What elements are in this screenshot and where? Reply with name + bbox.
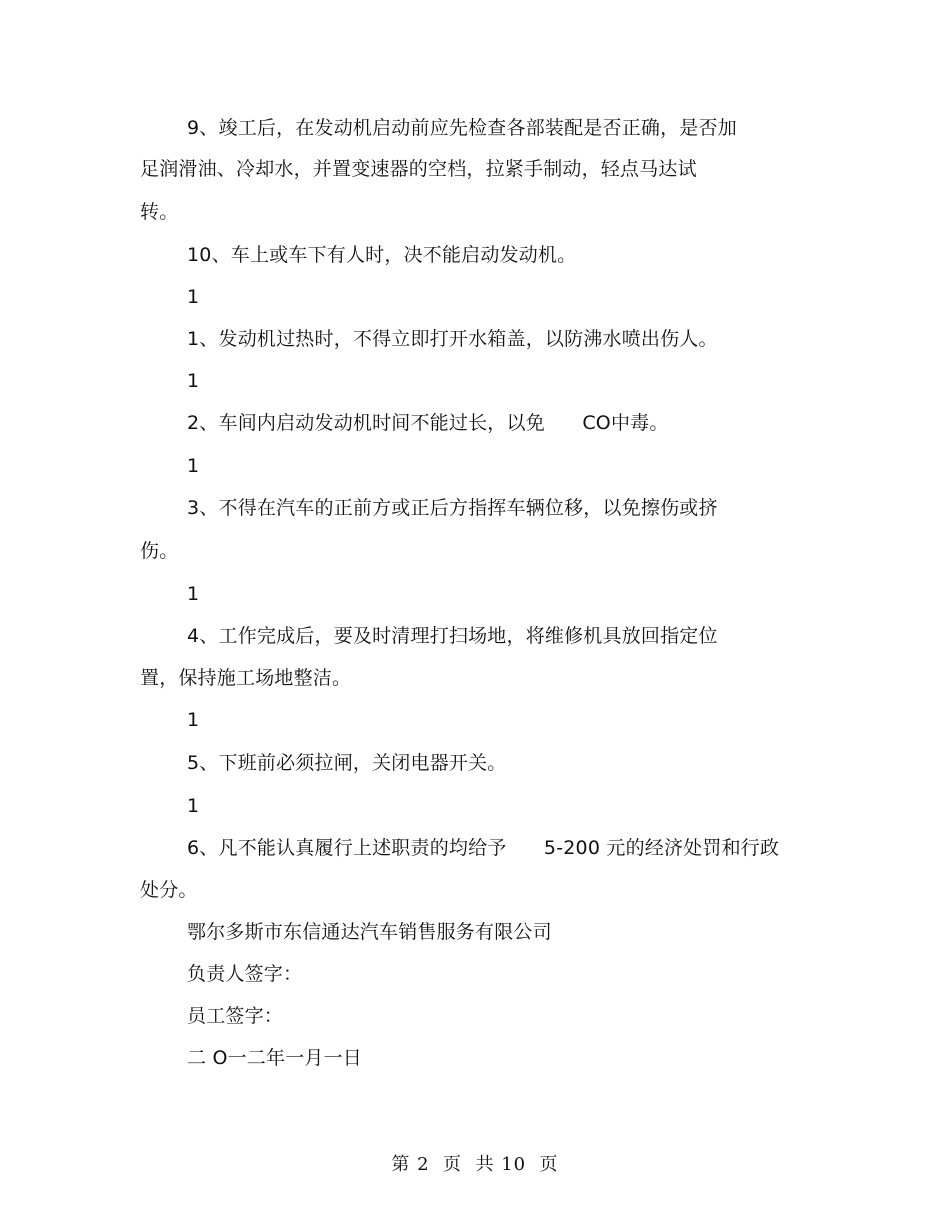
item-number-prefix: 1 [187, 455, 200, 477]
item-number-prefix: 1 [187, 286, 200, 308]
paragraph-14-line-2: 置，保持施工场地整洁。 [140, 667, 352, 689]
paragraph-9-line-3: 转。 [140, 201, 179, 223]
manager-signature-label: 负责人签字： [187, 963, 303, 985]
paragraph-9-line-1: 9、竣工后，在发动机启动前应先检查各部装配是否正确，是否加 [187, 117, 737, 139]
page-footer: 第 2 页 共 10 页 [391, 1154, 559, 1175]
paragraph-9-line-2: 足润滑油、冷却水，并置变速器的空档，拉紧手制动，轻点马达试 [140, 158, 697, 180]
paragraph-16-line-1: 6、凡不能认真履行上述职责的均给予 5-200 元的经济处罚和行政 [187, 837, 780, 859]
item-number-prefix: 1 [187, 709, 200, 731]
paragraph-14-line-1: 4、工作完成后，要及时清理打扫场地，将维修机具放回指定位 [187, 625, 718, 647]
paragraph-15: 5、下班前必须拉闸，关闭电器开关。 [187, 752, 507, 774]
item-number-prefix: 1 [187, 370, 200, 392]
paragraph-13-line-1: 3、不得在汽车的正前方或正后方指挥车辆位移，以免擦伤或挤 [187, 497, 718, 519]
paragraph-10: 10、车上或车下有人时，决不能启动发动机。 [187, 244, 577, 266]
item-number-prefix: 1 [187, 583, 200, 605]
paragraph-12: 2、车间内启动发动机时间不能过长，以免 CO中毒。 [187, 412, 669, 434]
document-date: 二 O一二年一月一日 [187, 1047, 362, 1069]
paragraph-13-line-2: 伤。 [140, 540, 179, 562]
item-number-prefix: 1 [187, 795, 200, 817]
employee-signature-label: 员工签字： [187, 1005, 284, 1027]
company-name: 鄂尔多斯市东信通达汽车销售服务有限公司 [187, 921, 552, 943]
paragraph-16-line-2: 处分。 [140, 879, 198, 901]
paragraph-11: 1、发动机过热时，不得立即打开水箱盖，以防沸水喷出伤人。 [187, 328, 718, 350]
